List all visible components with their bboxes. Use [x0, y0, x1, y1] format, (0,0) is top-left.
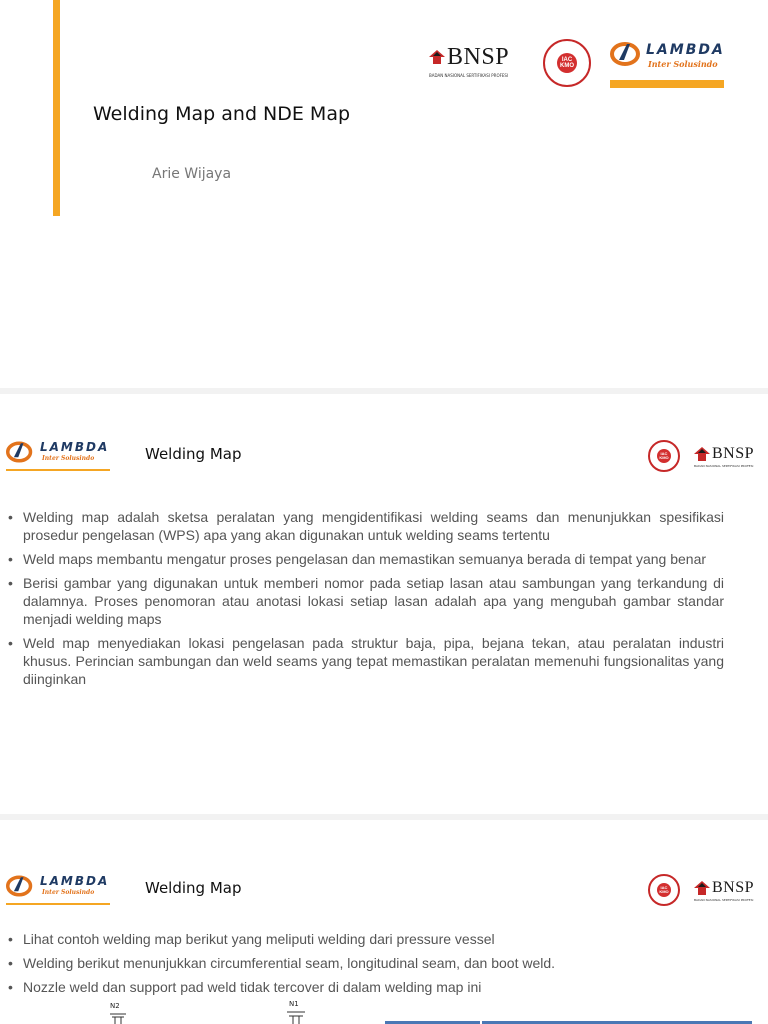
lambda-tagline: Inter Solusindo [648, 59, 718, 69]
lambda-tagline: Inter Solusindo [42, 889, 95, 896]
bnsp-logo [427, 42, 510, 78]
nozzle-label-n1: N1 [289, 1000, 299, 1008]
bnsp-logo [692, 444, 755, 468]
seal-text: IAC KMO [657, 449, 671, 463]
list-item: • Nozzle weld dan support pad weld tidak tercover di dalam welding map ini [8, 978, 724, 996]
seal-text: IAC KMO [657, 883, 671, 897]
lambda-wordmark: LAMBDA [646, 42, 725, 58]
lambda-underline [6, 903, 110, 905]
lambda-emblem-icon [6, 438, 34, 466]
accent-bar [53, 0, 60, 216]
list-item: • Weld map menyediakan lokasi pengelasan pada struktur baja, pipa, bejana tekan, atau peralatan industri khusus. Perincian sambungan dan weld seams yang tepat memastikan peralatan memenuhi fungsionalitas yang diinginkan [8, 634, 724, 688]
nozzle-n1-drawing [285, 1010, 307, 1024]
lambda-tagline: Inter Solusindo [42, 455, 95, 462]
iac-seal-logo [648, 874, 680, 906]
bnsp-wordmark: BNSP [712, 879, 755, 896]
bnsp-wordmark: BNSP [712, 445, 755, 462]
lambda-wordmark: LAMBDA [40, 874, 110, 888]
iac-seal-logo [648, 440, 680, 472]
list-item: • Lihat contoh welding map berikut yang meliputi welding dari pressure vessel [8, 930, 724, 948]
presentation-title: Welding Map and NDE Map [93, 103, 351, 125]
nozzle-label-n2: N2 [110, 1002, 120, 1010]
list-item: • Weld maps membantu mengatur proses pengelasan dan memastikan semuanya berada di tempat yang benar [8, 550, 724, 568]
lambda-emblem-icon [6, 872, 34, 900]
lambda-emblem-icon [610, 38, 642, 70]
lambda-logo [6, 438, 112, 472]
slide-welding-map-definition [0, 394, 768, 808]
bnsp-logo [692, 878, 755, 902]
list-item: • Welding map adalah sketsa peralatan yang mengidentifikasi welding seams dan menunjukkan spesifikasi prosedur pengelasan (WPS) apa yang akan digunakan untuk welding seams tertentu [8, 508, 724, 544]
bnsp-subtitle: BADAN NASIONAL SERTIFIKASI PROFESI [694, 898, 754, 902]
lambda-logo [6, 872, 112, 906]
garuda-icon [427, 48, 447, 66]
slide-divider [0, 814, 768, 820]
lambda-logo [610, 38, 726, 90]
bnsp-subtitle: BADAN NASIONAL SERTIFIKASI PROFESI [429, 73, 509, 78]
garuda-icon [692, 445, 712, 463]
lambda-underline [610, 80, 724, 88]
bullet-list [8, 930, 724, 1002]
seal-text: IAC KMO [557, 53, 577, 73]
slide-title [0, 0, 768, 388]
slide-welding-map-example [0, 826, 768, 1024]
bullet-list [8, 508, 724, 694]
bnsp-subtitle: BADAN NASIONAL SERTIFIKASI PROFESI [694, 464, 754, 468]
list-item: • Welding berikut menunjukkan circumferential seam, longitudinal seam, dan boot weld. [8, 954, 724, 972]
garuda-icon [692, 879, 712, 897]
nozzle-n2-drawing [108, 1012, 128, 1024]
author-name: Arie Wijaya [152, 166, 232, 182]
iac-seal-logo [543, 39, 591, 87]
lambda-underline [6, 469, 110, 471]
bnsp-wordmark: BNSP [447, 43, 510, 70]
slide-title: Welding Map [145, 879, 242, 897]
slide-title: Welding Map [145, 445, 242, 463]
lambda-wordmark: LAMBDA [40, 440, 110, 454]
list-item: • Berisi gambar yang digunakan untuk memberi nomor pada setiap lasan atau sambungan yang terkandung di dalamnya. Proses penomoran atau anotasi lokasi setiap lasan adalah apa yang mengubah gambar standar menjadi welding maps [8, 574, 724, 628]
